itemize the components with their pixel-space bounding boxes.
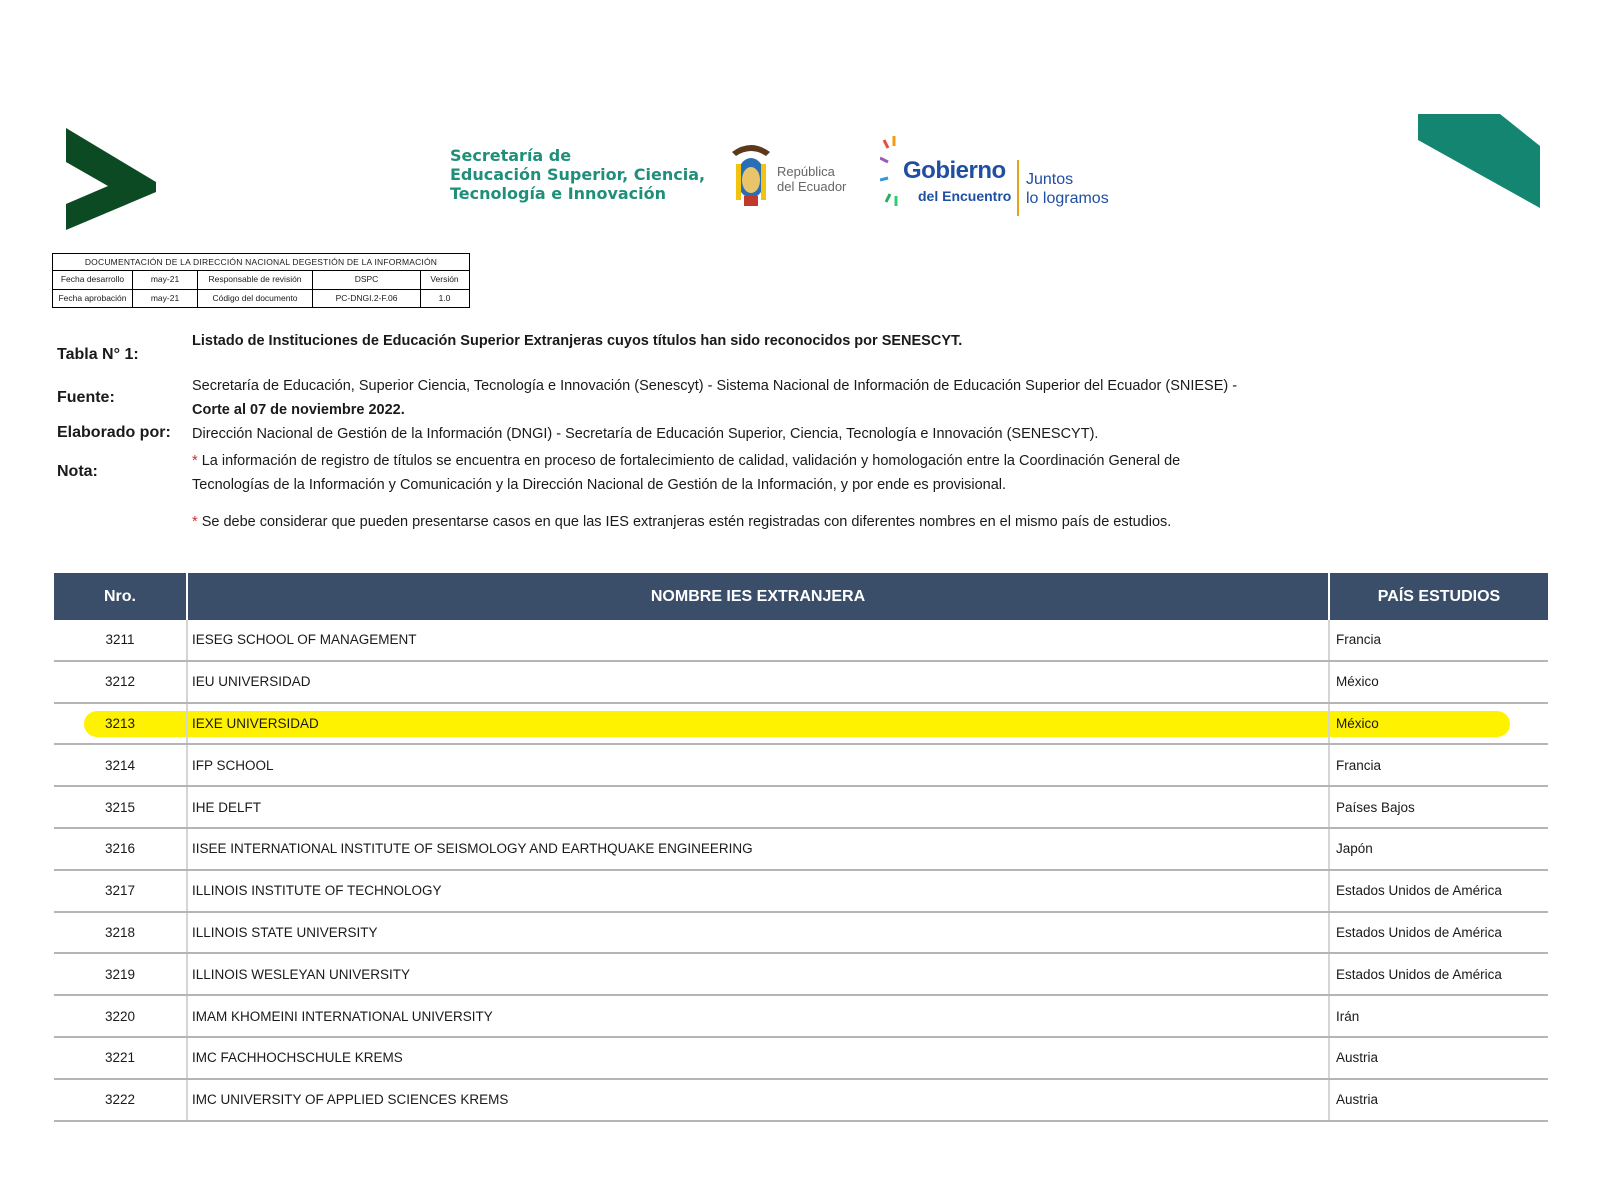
elaborado-label: Elaborado por: — [57, 424, 171, 441]
header-pais: PAÍS ESTUDIOS — [1377, 587, 1501, 605]
note-asterisk: * — [192, 453, 198, 469]
republica-ecuador-text — [777, 164, 846, 194]
table-row — [54, 745, 1548, 787]
cell-nombre: IHE DELFT — [188, 787, 1330, 827]
senescyt-line: Secretaría de — [450, 146, 572, 165]
doc-box-header: DOCUMENTACIÓN DE LA DIRECCIÓN NACIONAL DEGESTIÓN DE LA INFORMACIÓN — [53, 254, 469, 271]
doc-box-row — [53, 289, 469, 307]
table-row — [54, 704, 1548, 746]
cell-nombre: ILLINOIS INSTITUTE OF TECHNOLOGY — [188, 871, 1330, 911]
nota-line-3 — [192, 514, 1171, 530]
table-row — [54, 662, 1548, 704]
doc-cell: may-21 — [133, 271, 198, 289]
senescyt-logo — [450, 146, 705, 203]
cell-nro: 3213 — [54, 704, 188, 744]
coat-of-arms-icon — [728, 140, 774, 210]
cell-nro: 3218 — [54, 913, 188, 953]
doc-cell: may-21 — [133, 290, 198, 307]
cell-nombre: IEXE UNIVERSIDAD — [188, 704, 1330, 744]
tabla-label: Tabla N° 1: — [57, 346, 139, 363]
table-row — [54, 1038, 1548, 1080]
cell-nombre: IFP SCHOOL — [188, 745, 1330, 785]
nota-label: Nota: — [57, 463, 98, 480]
cell-nro: 3220 — [54, 996, 188, 1036]
cell-nro: 3219 — [54, 954, 188, 994]
table-row — [54, 787, 1548, 829]
doc-cell: Código del documento — [198, 290, 313, 307]
header-nombre: NOMBRE IES EXTRANJERA — [188, 573, 1330, 620]
cell-nro: 3222 — [54, 1080, 188, 1120]
table-body — [54, 620, 1548, 1122]
ies-table — [54, 573, 1548, 1122]
table-row — [54, 996, 1548, 1038]
cell-nombre: IMC UNIVERSITY OF APPLIED SCIENCES KREMS — [188, 1080, 1330, 1120]
doc-cell: Responsable de revisión — [198, 271, 313, 289]
slogan-line: Juntos — [1026, 171, 1074, 188]
nota-text-1: La información de registro de títulos se encuentra en proceso de fortalecimiento de calidad, validación y homologación entre la Coordinación General de — [201, 453, 1181, 469]
gobierno-title: Gobierno — [903, 157, 1006, 184]
slogan-line: lo logramos — [1026, 190, 1109, 207]
table-row — [54, 1080, 1548, 1122]
cell-nro: 3214 — [54, 745, 188, 785]
cell-nombre: IISEE INTERNATIONAL INSTITUTE OF SEISMOLOGY AND EARTHQUAKE ENGINEERING — [188, 829, 1330, 869]
cell-nombre: IMC FACHHOCHSCHULE KREMS — [188, 1038, 1330, 1078]
table-row — [54, 620, 1548, 662]
gobierno-subtitle: del Encuentro — [918, 188, 1012, 204]
tabla-title: Listado de Instituciones de Educación Superior Extranjeras cuyos títulos han sido reconocidos por SENESCYT. — [192, 333, 963, 349]
doc-cell: 1.0 — [438, 293, 451, 303]
cell-nombre: ILLINOIS WESLEYAN UNIVERSITY — [188, 954, 1330, 994]
cell-pais: Austria — [1336, 1092, 1379, 1108]
header-nro: Nro. — [54, 573, 188, 620]
cell-pais: Estados Unidos de América — [1336, 966, 1502, 982]
fuente-text: Secretaría de Educación, Superior Ciencia, Tecnología e Innovación (Senescyt) - Sistema Nacional de Información de Educación Superior del Ecuador (SNIESE) - — [192, 378, 1238, 394]
republica-line: República — [777, 164, 835, 179]
senescyt-line: Tecnología e Innovación — [450, 184, 667, 203]
fuente-label: Fuente: — [57, 389, 115, 406]
cell-pais: Austria — [1336, 1050, 1379, 1066]
cell-pais: Estados Unidos de América — [1336, 883, 1502, 899]
gobierno-slogan — [1026, 170, 1109, 208]
elaborado-text: Dirección Nacional de Gestión de la Información (DNGI) - Secretaría de Educación Superior, Ciencia, Tecnología e Innovación (SENESCYT). — [192, 426, 1099, 442]
cell-nro: 3216 — [54, 829, 188, 869]
table-row — [54, 829, 1548, 871]
gobierno-rays-icon — [880, 136, 902, 210]
cell-nombre: IESEG SCHOOL OF MANAGEMENT — [188, 620, 1330, 660]
cell-nro: 3215 — [54, 787, 188, 827]
table-row — [54, 954, 1548, 996]
cell-pais: Japón — [1336, 841, 1373, 857]
republica-line: del Ecuador — [777, 179, 847, 194]
cell-pais: Francia — [1336, 757, 1382, 773]
nota-line-1 — [192, 453, 1180, 469]
cell-pais: México — [1336, 674, 1379, 690]
doc-cell: Fecha aprobación — [53, 290, 133, 307]
doc-cell: PC-DNGI.2-F.06 — [313, 290, 421, 307]
senescyt-line: Educación Superior, Ciencia, — [450, 165, 706, 184]
cell-pais: Francia — [1336, 632, 1382, 648]
cell-nombre: IMAM KHOMEINI INTERNATIONAL UNIVERSITY — [188, 996, 1330, 1036]
cell-pais: Países Bajos — [1336, 799, 1415, 815]
cell-pais: Irán — [1336, 1008, 1360, 1024]
cell-nombre: IEU UNIVERSIDAD — [188, 662, 1330, 702]
cell-nro: 3211 — [54, 620, 188, 660]
cell-nombre: ILLINOIS STATE UNIVERSITY — [188, 913, 1330, 953]
note-asterisk: * — [192, 514, 198, 530]
chevron-logo-icon — [66, 128, 156, 230]
doc-box-row — [53, 271, 469, 289]
cell-pais: Estados Unidos de América — [1336, 924, 1502, 940]
nota-text-2: Tecnologías de la Información y Comunicación y la Dirección Nacional de Gestión de la Información, y por ende es provisional. — [192, 477, 1007, 493]
fuente-corte: Corte al 07 de noviembre 2022. — [192, 402, 405, 418]
table-row — [54, 871, 1548, 913]
doc-cell: DSPC — [313, 271, 421, 289]
cell-nro: 3221 — [54, 1038, 188, 1078]
table-header — [54, 573, 1548, 620]
table-row — [54, 913, 1548, 955]
cell-nro: 3217 — [54, 871, 188, 911]
documentation-box — [52, 253, 470, 308]
gobierno-divider — [1017, 160, 1019, 216]
cell-pais: México — [1336, 715, 1379, 731]
cell-nro: 3212 — [54, 662, 188, 702]
corner-ribbon-icon — [1418, 114, 1540, 208]
doc-cell: Fecha desarrollo — [53, 271, 133, 289]
doc-cell: Versión — [430, 274, 459, 284]
nota-text-3: Se debe considerar que pueden presentarse casos en que las IES extranjeras estén registradas con diferentes nombres en el mismo país de estudios. — [201, 514, 1172, 530]
